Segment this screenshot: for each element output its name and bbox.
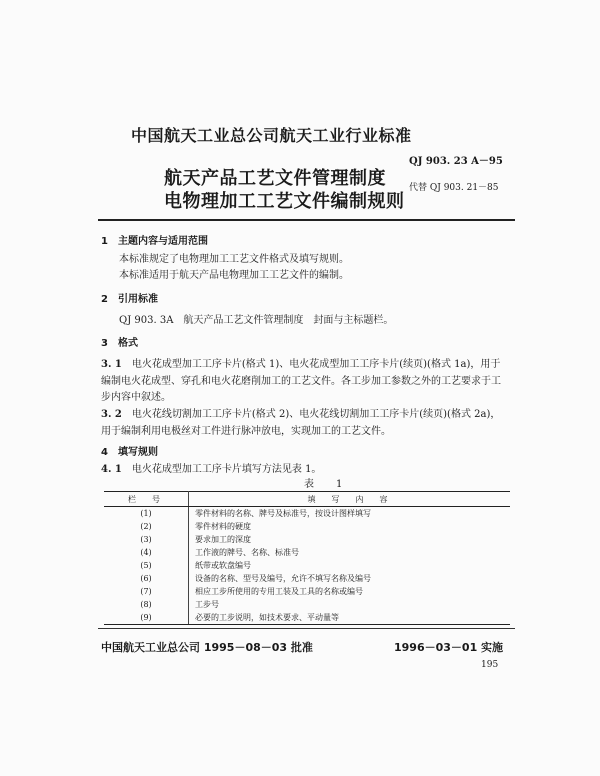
table-row xyxy=(104,559,510,572)
table-row xyxy=(104,611,510,625)
header-divider xyxy=(98,219,515,221)
table-row xyxy=(104,598,510,611)
section-3-2-line-1 xyxy=(101,405,500,420)
table-row xyxy=(104,572,510,585)
section-3-1-line-1 xyxy=(101,355,500,370)
section-2-reference: QJ 903. 3A 航天产品工艺文件管理制度 封面与主标题栏。 xyxy=(119,315,394,326)
approval-line: 中国航天工业总公司 1995－08－03 批准 xyxy=(101,641,313,654)
clause-3-1-number: 3. 1 xyxy=(101,359,122,370)
row-number: (6) xyxy=(104,572,189,585)
table-row xyxy=(104,520,510,533)
section-1-heading: 1 主题内容与适用范围 xyxy=(101,236,208,247)
row-number: (4) xyxy=(104,546,189,559)
clause-4-1-text: 电火花成型加工工序卡片填写方法见表 1。 xyxy=(131,464,322,475)
row-number: (7) xyxy=(104,585,189,598)
row-content: 纸带或软盘编号 xyxy=(195,561,251,570)
replaces-standard: 代替 QJ 903. 21－85 xyxy=(409,183,499,193)
page-number: 195 xyxy=(481,660,499,670)
row-number: (9) xyxy=(104,611,189,625)
section-3-heading: 3 格式 xyxy=(101,338,138,349)
section-3-1-line-3: 步内容中叙述。 xyxy=(101,392,171,403)
standard-org-title: 中国航天工业总公司航天工业行业标准 xyxy=(131,126,412,145)
section-1-paragraph-1: 本标准规定了电物理加工工艺文件格式及填写规则。 xyxy=(119,254,349,265)
table-row xyxy=(104,546,510,559)
fill-rules-table xyxy=(104,491,510,625)
row-content: 工作液的牌号、名称、标准号 xyxy=(195,548,299,557)
section-4-heading: 4 填写规则 xyxy=(101,447,158,458)
row-content: 相应工步所使用的专用工装及工具的名称或编号 xyxy=(195,587,363,596)
row-number: (5) xyxy=(104,559,189,572)
row-content: 要求加工的深度 xyxy=(195,535,251,544)
clause-3-1-text: 电火花成型加工工序卡片(格式 1)、电火花成型加工工序卡片(续页)(格式 1a)，用于 xyxy=(131,359,501,370)
implementation-date: 1996－03－01 实施 xyxy=(394,641,504,654)
standard-code: QJ 903. 23 A－95 xyxy=(409,156,503,167)
table-row xyxy=(104,533,510,546)
section-1-paragraph-2: 本标准适用于航天产品电物理加工工艺文件的编制。 xyxy=(119,270,349,281)
table-caption: 表 1 xyxy=(304,479,349,490)
row-content: 零件材料的硬度 xyxy=(195,522,251,531)
section-3-2-line-2: 用于编制利用电极丝对工件进行脉冲放电，实现加工的工艺文件。 xyxy=(101,426,391,437)
row-number: (2) xyxy=(104,520,189,533)
document-title-line-1: 航天产品工艺文件管理制度 xyxy=(164,168,386,189)
row-content: 工步号 xyxy=(195,600,219,609)
footer-divider xyxy=(98,628,515,629)
section-4-1-line xyxy=(101,460,321,475)
row-number: (1) xyxy=(104,507,189,521)
row-content: 零件材料的名称、牌号及标准号，按设计图样填写 xyxy=(195,509,371,518)
clause-4-1-number: 4. 1 xyxy=(101,464,122,475)
clause-3-2-number: 3. 2 xyxy=(101,409,122,420)
row-number: (8) xyxy=(104,598,189,611)
table-header-column-content: 填 写 内 容 xyxy=(189,492,511,507)
document-title-line-2: 电物理加工工艺文件编制规则 xyxy=(164,191,405,212)
table-row xyxy=(104,507,510,521)
section-2-heading: 2 引用标准 xyxy=(101,294,158,305)
clause-3-2-text: 电火花线切割加工工序卡片(格式 2)、电火花线切割加工工序卡片(续页)(格式 2a)， xyxy=(131,409,501,420)
row-content: 设备的名称、型号及编号，允许不填写名称及编号 xyxy=(195,574,371,583)
table-row xyxy=(104,585,510,598)
row-content: 必要的工步说明，如技术要求、平动量等 xyxy=(189,611,511,625)
table-header-column-number: 栏 号 xyxy=(104,492,189,507)
row-number: (3) xyxy=(104,533,189,546)
section-3-1-line-2: 编制电火花成型、穿孔和电火花磨削加工的工艺文件。各工步加工参数之外的工艺要求于工 xyxy=(101,376,501,387)
